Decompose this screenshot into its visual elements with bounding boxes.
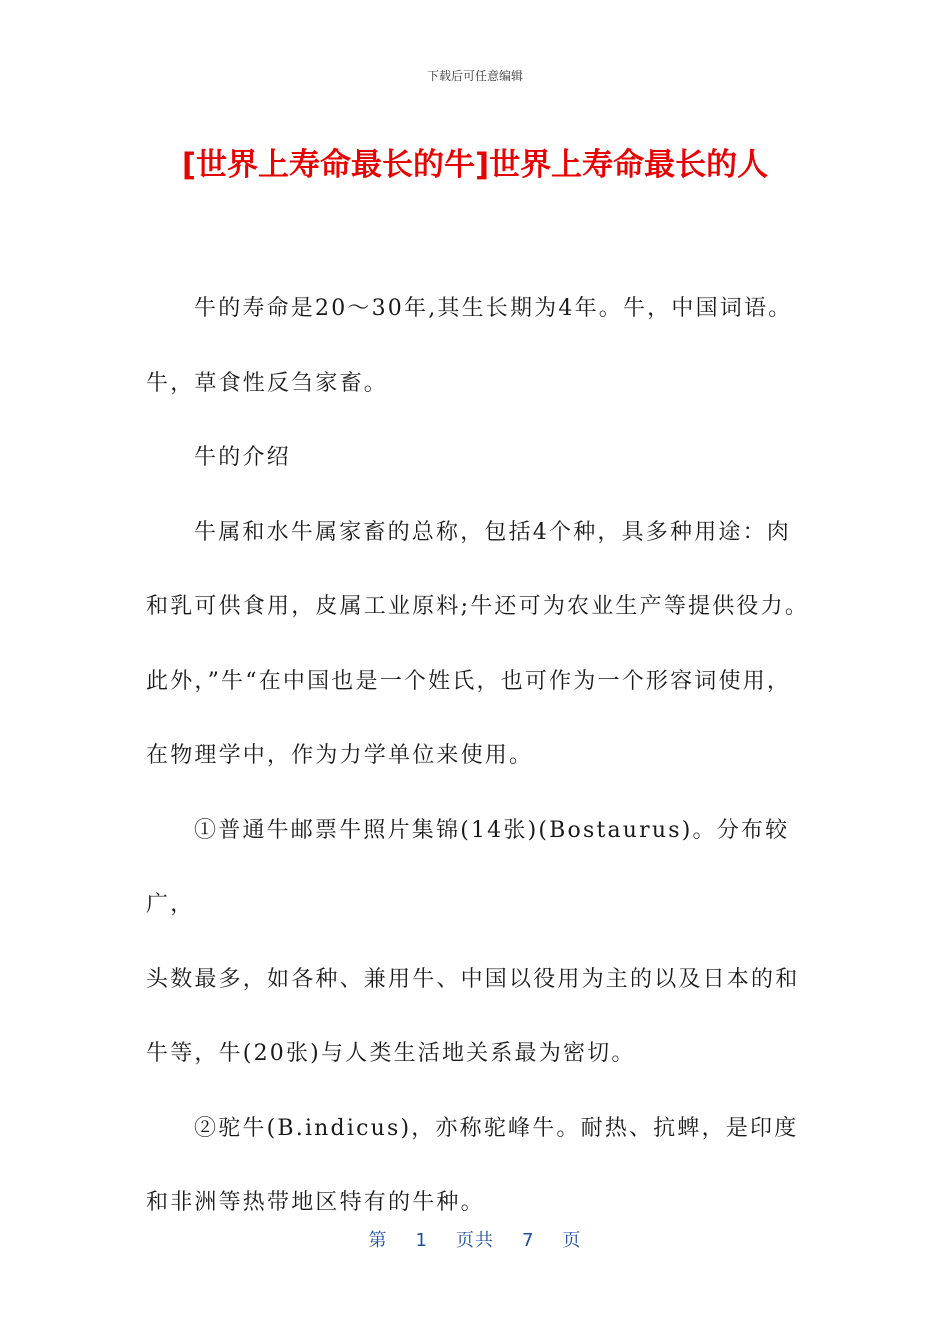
footer-page-total: 7	[522, 1230, 535, 1251]
page-footer	[0, 1226, 950, 1252]
body-line: 此外，”牛“在中国也是一个姓氏，也可作为一个形容词使用，	[146, 668, 792, 694]
section-heading: 牛的介绍	[194, 445, 291, 470]
document-body	[146, 272, 811, 1241]
footer-page-number: 1	[415, 1230, 428, 1251]
body-line: ①普通牛邮票牛照片集锦(14张)(Bostaurus)。分布较广，	[146, 817, 790, 917]
footer-page-suffix: 页	[562, 1230, 582, 1251]
body-line: 牛属和水牛属家畜的总称，包括4个种，具多种用途：肉	[194, 519, 791, 545]
body-line: 在物理学中，作为力学单位来使用。	[146, 743, 534, 768]
body-line: 牛等，牛(20张)与人类生活地关系最为密切。	[146, 1041, 636, 1066]
header-note: 下载后可任意编辑	[426, 69, 523, 83]
body-line: 牛，草食性反刍家畜。	[146, 370, 389, 396]
footer-page-middle: 页共	[456, 1230, 494, 1251]
body-line: ②驼牛(B.indicus)，亦称驼峰牛。耐热、抗蜱，是印度	[194, 1115, 799, 1141]
document-title: [世界上寿命最长的牛]世界上寿命最长的人	[181, 147, 769, 183]
body-line: 和乳可供食用，皮属工业原料;牛还可为农业生产等提供役力。	[146, 594, 810, 619]
body-line: 和非洲等热带地区特有的牛种。	[146, 1190, 485, 1215]
footer-page-prefix: 第	[368, 1230, 388, 1251]
body-line: 牛的寿命是20～30年,其生长期为4年。牛，中国词语。	[194, 296, 793, 321]
body-line: 头数最多，如各种、兼用牛、中国以役用为主的以及日本的和	[146, 966, 800, 992]
